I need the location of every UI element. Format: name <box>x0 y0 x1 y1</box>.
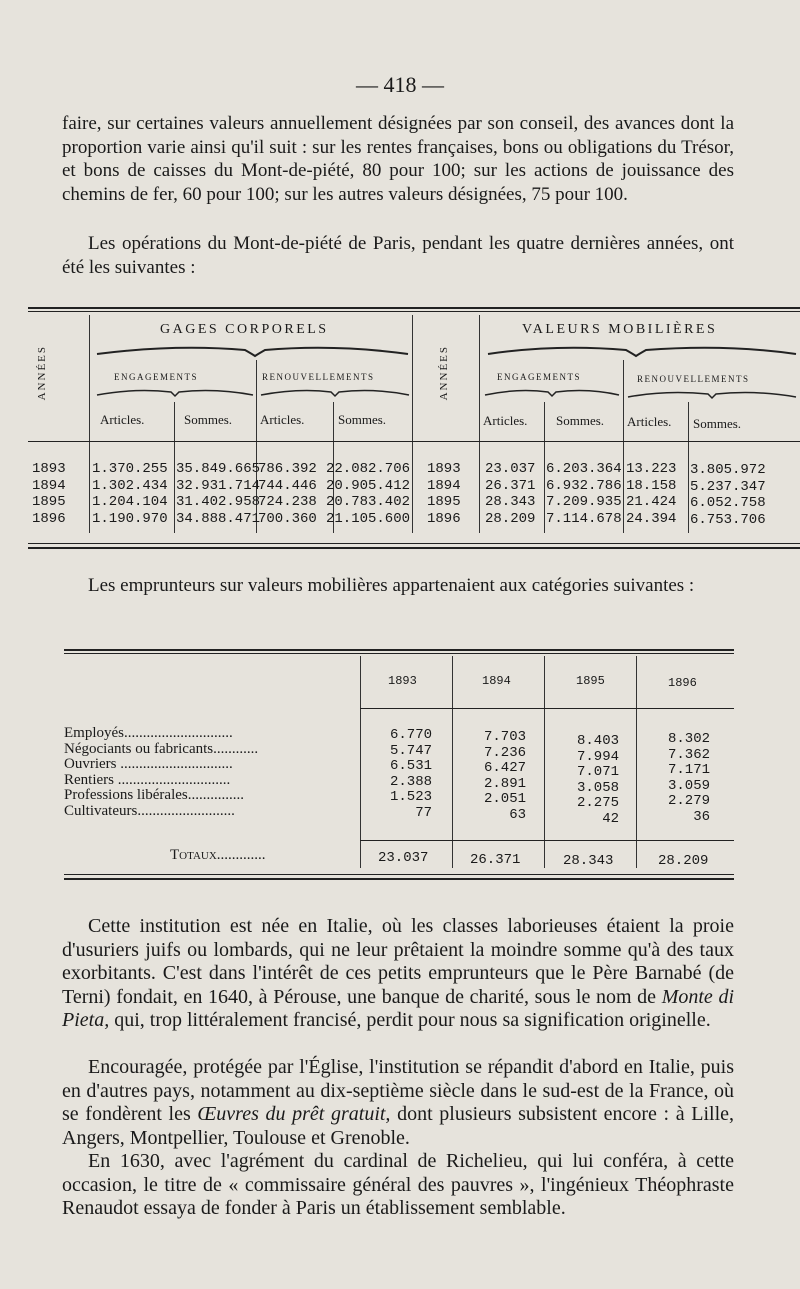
column-1896 <box>656 732 710 825</box>
table-cell: 7.236 <box>483 744 526 761</box>
table-cell: 21.424 <box>626 494 677 510</box>
annees-label-left: ANNÉES <box>36 345 48 401</box>
table2-sum-rule <box>360 840 734 841</box>
category-label: Professions libérales............... <box>64 787 244 803</box>
year-header-1893: 1893 <box>388 674 417 688</box>
gc-eng-sommes-header: Sommes. <box>184 412 233 427</box>
intro-paragraph: faire, sur certaines valeurs annuellement désignées par son conseil, des avances dont la proportion varie ainsi qu'il suit : sur les rentes françaises, bons ou obligations du Trésor, et bons de caisses du Mont-de-piété, 80 pour 100; sur les actions de jouissance des chemins de fer, 60 pour 100; sur les autres valeurs désignées, 75 pour 100. <box>62 113 734 205</box>
table-cell: 1.370.255 <box>92 461 168 477</box>
table-cell: 6.770 <box>389 727 432 743</box>
gc-renouvellements-header: RENOUVELLEMENTS <box>262 372 375 382</box>
category-label: Cultivateurs.......................... <box>64 802 235 819</box>
monte-di-pieta: Monte di Pieta, <box>62 985 734 1031</box>
gc-ren-sommes-column <box>326 461 410 527</box>
table-cell: 3.805.972 <box>690 462 766 478</box>
table-cell: 77 <box>415 804 432 821</box>
brace-gc-ren <box>259 386 411 398</box>
table1-bottom-rule-2 <box>28 547 800 549</box>
year-header-1895: 1895 <box>576 674 605 688</box>
brace-valeurs <box>486 342 798 358</box>
table-cell: 28.209 <box>485 510 536 527</box>
table-cell: 2.275 <box>576 795 619 811</box>
encouragee-paragraph <box>62 1056 734 1150</box>
vm-engagements-header: ENGAGEMENTS <box>497 372 581 382</box>
vm-eng-sommes-header: Sommes. <box>556 413 605 428</box>
table-cell: 7.171 <box>667 762 710 778</box>
table-cell: 63 <box>509 806 526 823</box>
brace-vm-eng <box>483 386 621 398</box>
vm-ren-sommes-column <box>690 462 766 528</box>
brace-vm-ren <box>626 388 798 400</box>
table-cell: 7.209.935 <box>546 494 622 510</box>
table2-divider <box>636 656 637 868</box>
total-1896: 28.209 <box>658 853 709 869</box>
table-cell: 31.402.958 <box>176 494 261 510</box>
table-cell: 786.392 <box>258 461 317 477</box>
table-cell: 32.931.714 <box>176 477 261 494</box>
table-cell: 7.362 <box>667 746 710 763</box>
vm-eng-articles-header: Articles. <box>483 413 528 428</box>
table-cell: 1.204.104 <box>92 494 168 510</box>
table-cell: 6.531 <box>389 758 432 774</box>
table-cell: 1.190.970 <box>92 510 168 527</box>
encouragee-text-1: Encouragée, protégée par l'Église, l'institution se répandit d'abord en Italie, puis en d'autres pays, notamment au dix-septième siècle dans le sud-est de la France, où se fondèrent les <box>62 1056 734 1125</box>
table-cell: 24.394 <box>626 510 677 527</box>
years-column-right <box>427 461 461 527</box>
category-label: Négociants ou fabricants............ <box>64 740 259 757</box>
table-cell: 34.888.471 <box>176 510 261 527</box>
table-cell: 18.158 <box>626 477 677 494</box>
table1-top-rule-2 <box>28 311 800 312</box>
column-1893 <box>380 728 432 821</box>
table-cell: 7.703 <box>483 729 526 745</box>
table-cell: 20.905.412 <box>326 477 411 494</box>
totaux-row-label <box>170 848 266 864</box>
table-cell: 7.114.678 <box>546 510 622 527</box>
table-cell: 8.403 <box>576 733 619 749</box>
institution-text-1: Cette institution est née en Italie, où les classes laborieuses étaient la proie d'usuriers juifs ou lombards, qui ne leur prêtaient la moindre somme qu'à des taux exorbitants. C'est dans l'intérêt de ces petits emprunteurs que le Père Barnabé (de Terni) fondait, en 1640, à Pérouse, une banque de charité, sous le nom de <box>62 915 734 1008</box>
table2-bottom-rule-2 <box>64 878 734 880</box>
table1-top-rule <box>28 307 800 309</box>
table-cell: 21.105.600 <box>326 510 411 527</box>
table-cell: 1.523 <box>389 789 432 805</box>
table-cell: 6.203.364 <box>546 461 622 477</box>
table-cell: 13.223 <box>626 461 677 477</box>
total-1895: 28.343 <box>563 853 614 869</box>
gages-corporels-title: GAGES CORPORELS <box>160 322 329 337</box>
operations-paragraph: Les opérations du Mont-de-piété de Paris, pendant les quatre dernières années, ont été les suivantes : <box>62 233 734 278</box>
brace-gc-eng <box>95 386 255 398</box>
gc-eng-articles-header: Articles. <box>100 412 145 427</box>
year-header-1896: 1896 <box>668 676 697 690</box>
total-1893: 23.037 <box>378 850 429 866</box>
year-cell: 1896 <box>427 510 461 527</box>
table-cell: 724.238 <box>258 494 317 510</box>
institution-paragraph <box>62 915 734 1033</box>
table-cell: 23.037 <box>485 461 536 477</box>
year-cell: 1894 <box>32 477 66 494</box>
table-cell: 36 <box>693 808 710 825</box>
total-1894: 26.371 <box>470 852 521 868</box>
totaux-dots: ............. <box>216 847 266 863</box>
category-label: Rentiers .............................. <box>64 771 231 788</box>
table-cell: 5.237.347 <box>690 478 766 495</box>
valeurs-mobilieres-title: VALEURS MOBILIÈRES <box>522 322 718 337</box>
table-cell: 8.302 <box>667 731 710 747</box>
table-cell: 3.058 <box>576 779 619 796</box>
table-cell: 6.052.758 <box>690 495 766 511</box>
column-1895 <box>567 734 619 827</box>
brace-gages <box>95 342 410 358</box>
table2-header-rule <box>360 708 734 709</box>
totaux-label: Totaux <box>170 847 217 863</box>
encouragee-text-2: dont plusieurs subsistent encore : à Lille, Angers, Montpellier, Toulouse et Grenoble. <box>62 1103 735 1149</box>
table2-top-rule <box>64 649 734 651</box>
table-cell: 22.082.706 <box>326 461 411 477</box>
year-header-1894: 1894 <box>482 674 511 688</box>
table-cell: 42 <box>602 810 619 827</box>
year-cell: 1895 <box>32 494 66 510</box>
category-label: Employés............................. <box>64 725 233 741</box>
table-cell: 6.932.786 <box>546 477 622 494</box>
gc-ren-sommes-header: Sommes. <box>338 412 387 427</box>
emprunteurs-paragraph: Les emprunteurs sur valeurs mobilières appartenaient aux catégories suivantes : <box>88 575 695 596</box>
vm-ren-articles-header: Articles. <box>627 414 672 429</box>
table1-divider <box>544 402 545 533</box>
table-cell: 20.783.402 <box>326 494 411 510</box>
table-cell: 2.388 <box>389 773 432 790</box>
table-cell: 7.994 <box>576 748 619 765</box>
table-cell: 744.446 <box>258 477 317 494</box>
years-column-left <box>32 461 66 527</box>
year-cell: 1893 <box>427 461 461 477</box>
table1-divider <box>688 402 689 533</box>
institution-text-2: qui, trop littéralement francisé, perdit pour nous sa signification originelle. <box>114 1009 711 1031</box>
vm-eng-sommes-column <box>546 461 622 527</box>
table1-bottom-rule <box>28 543 800 544</box>
table1-divider <box>412 315 413 533</box>
table-cell: 3.059 <box>667 777 710 794</box>
table-cell: 6.427 <box>483 760 526 776</box>
year-cell: 1896 <box>32 510 66 527</box>
table-cell: 5.747 <box>389 742 432 759</box>
table-cell: 2.891 <box>483 775 526 792</box>
vm-eng-articles-column <box>485 461 535 527</box>
year-cell: 1894 <box>427 477 461 494</box>
annees-label-right: ANNÉES <box>438 345 450 401</box>
table1-divider <box>623 360 624 533</box>
table-cell: 35.849.665 <box>176 461 261 477</box>
table1-header-rule <box>28 441 800 442</box>
table-cell: 700.360 <box>258 510 317 527</box>
year-cell: 1893 <box>32 461 66 477</box>
page-number: — 418 — <box>356 72 444 97</box>
gc-eng-articles-column <box>92 461 168 527</box>
gc-eng-sommes-column <box>176 461 260 527</box>
table-cell: 2.051 <box>483 791 526 807</box>
table1-divider <box>89 315 90 533</box>
table2-top-rule-2 <box>64 653 734 654</box>
table-cell: 6.753.706 <box>690 511 766 528</box>
gc-ren-articles-header: Articles. <box>260 412 305 427</box>
gc-ren-articles-column <box>258 461 317 527</box>
category-labels <box>64 726 258 819</box>
paragraph-1630: En 1630, avec l'agrément du cardinal de Richelieu, qui lui conféra, à cette occasion, le titre de « commissaire général des pauvres », l'ingénieux Théophraste Renaudot essaya de fonder à Paris un établissement semblable. <box>62 1150 734 1219</box>
table1-divider <box>479 315 480 533</box>
oeuvres-du-pret: Œuvres du prêt gratuit, <box>197 1103 391 1125</box>
table-cell: 28.343 <box>485 494 536 510</box>
table2-divider <box>360 656 361 868</box>
table2-bottom-rule <box>64 874 734 875</box>
table-cell: 1.302.434 <box>92 477 168 494</box>
vm-ren-articles-column <box>626 461 676 527</box>
gc-engagements-header: ENGAGEMENTS <box>114 372 198 382</box>
table2-divider <box>452 656 453 868</box>
vm-ren-sommes-header: Sommes. <box>693 416 742 431</box>
year-cell: 1895 <box>427 494 461 510</box>
table-cell: 7.071 <box>576 764 619 780</box>
table-cell: 26.371 <box>485 477 536 494</box>
category-label: Ouvriers .............................. <box>64 756 233 772</box>
table1-divider <box>174 402 175 533</box>
table2-divider <box>544 656 545 868</box>
table-cell: 2.279 <box>667 793 710 809</box>
column-1894 <box>474 730 526 823</box>
vm-renouvellements-header: RENOUVELLEMENTS <box>637 374 750 384</box>
